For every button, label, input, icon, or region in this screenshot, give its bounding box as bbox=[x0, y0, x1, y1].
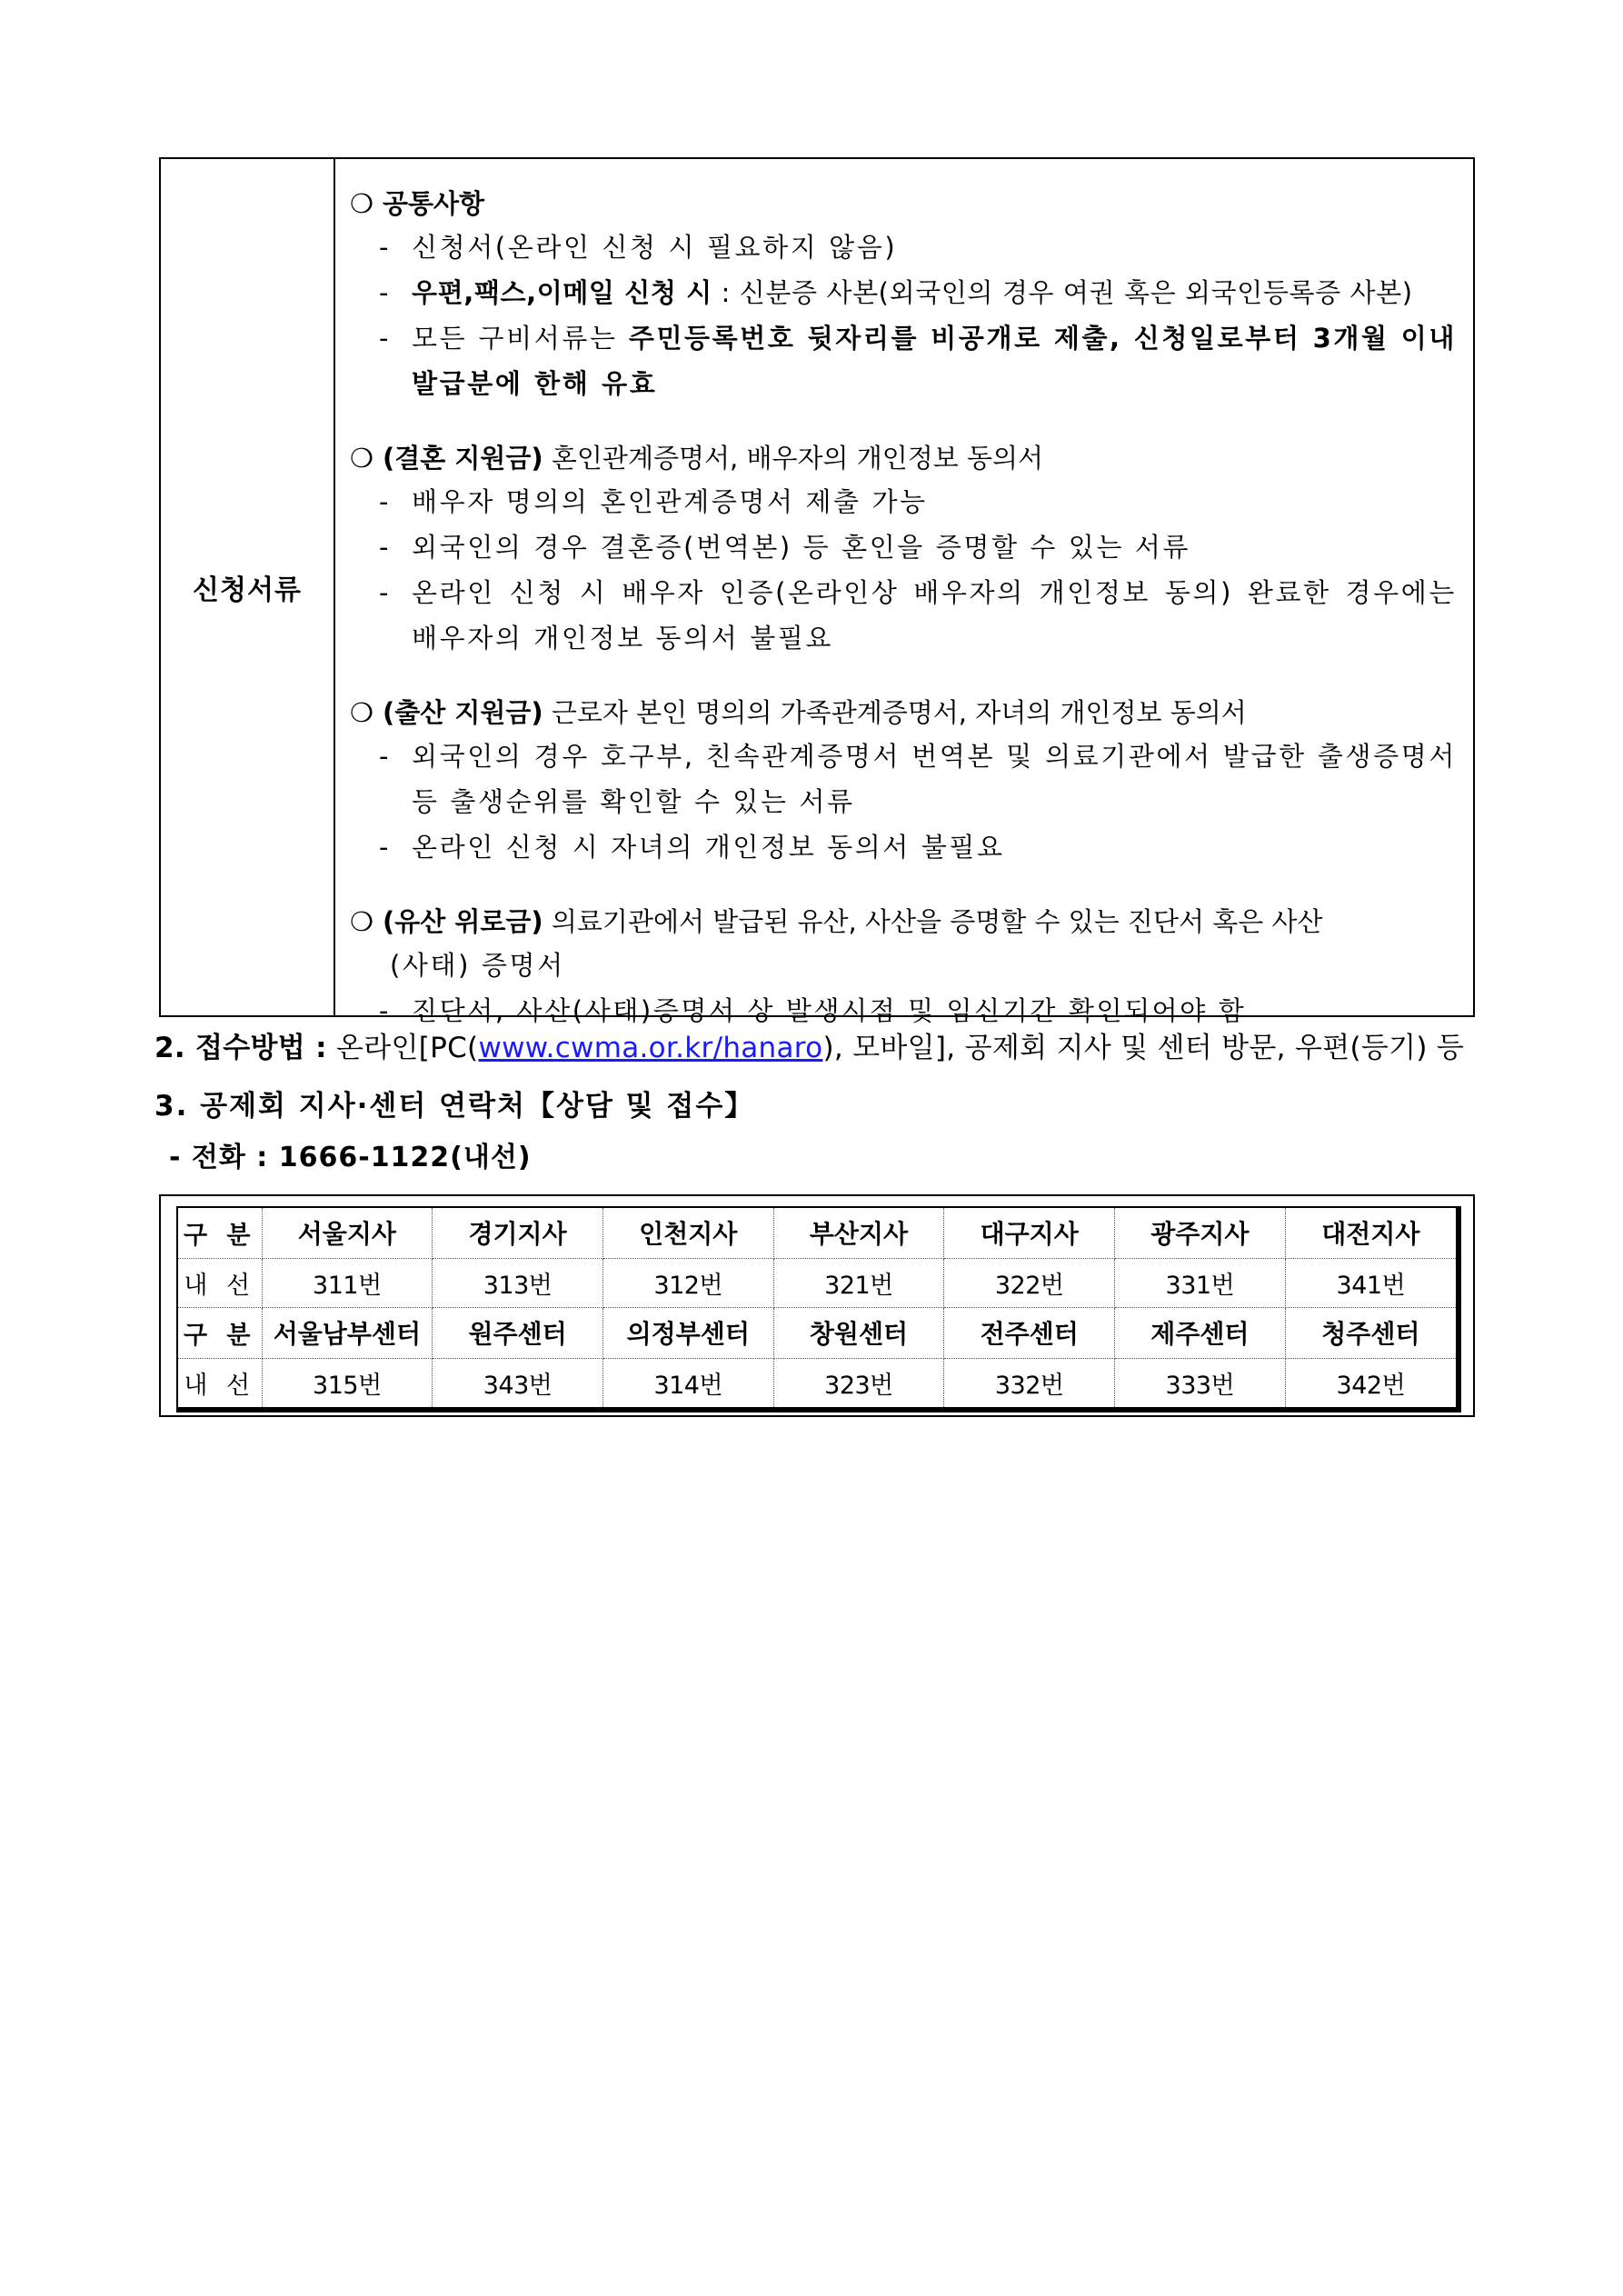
item-text: 모든 구비서류는 bbox=[412, 323, 629, 354]
marriage-section bbox=[350, 437, 1457, 661]
dash-bullet: - bbox=[379, 323, 392, 354]
common-heading bbox=[350, 183, 1457, 225]
item-text: 온라인 신청 시 자녀의 개인정보 동의서 불필요 bbox=[412, 832, 1005, 863]
office-name: 경기지사 bbox=[433, 1208, 603, 1258]
website-link[interactable]: www.cwma.or.kr/hanaro bbox=[478, 1032, 823, 1064]
circle-bullet-icon: ❍ bbox=[350, 906, 373, 937]
list-item bbox=[350, 824, 1457, 870]
application-method-text: 온라인[PC( bbox=[326, 1032, 479, 1064]
miscarriage-section bbox=[350, 901, 1457, 1033]
item-text: 외국인의 경우 결혼증(번역본) 등 혼인을 증명할 수 있는 서류 bbox=[412, 532, 1191, 563]
dash-bullet: - bbox=[379, 577, 392, 608]
extension-number: 332번 bbox=[944, 1358, 1115, 1407]
item-text: : 신분증 사본(외국인의 경우 여권 혹은 외국인등록증 사본) bbox=[712, 277, 1413, 308]
list-item bbox=[350, 270, 1457, 315]
list-item bbox=[350, 315, 1457, 406]
row-header-group: 구 분 bbox=[178, 1307, 262, 1358]
marriage-desc: 혼인관계증명서, 배우자의 개인정보 동의서 bbox=[543, 443, 1044, 474]
table-row bbox=[178, 1358, 1456, 1407]
office-name: 부산지사 bbox=[773, 1208, 944, 1258]
extension-number: 313번 bbox=[433, 1258, 603, 1307]
item-text: 외국인의 경우 호구부, 친속관계증명서 번역본 및 의료기관에서 발급한 출생증명서 등 출생순위를 확인할 수 있는 서류 bbox=[412, 741, 1457, 817]
application-method-text-rest: ), 모바일], 공제회 지사 및 센터 방문, 우편(등기) 등 bbox=[822, 1032, 1465, 1064]
extension-number: 343번 bbox=[433, 1358, 603, 1407]
extension-number: 331번 bbox=[1115, 1258, 1286, 1307]
table-row bbox=[178, 1208, 1456, 1258]
extension-number: 333번 bbox=[1115, 1358, 1286, 1407]
row-header-group: 구 분 bbox=[178, 1208, 262, 1258]
office-name: 대전지사 bbox=[1285, 1208, 1456, 1258]
contact-table bbox=[178, 1208, 1456, 1407]
row-header-extension: 내 선 bbox=[178, 1358, 262, 1407]
office-name: 청주센터 bbox=[1285, 1307, 1456, 1358]
marriage-title: (결혼 지원금) bbox=[383, 443, 543, 474]
list-item bbox=[350, 524, 1457, 570]
table-row bbox=[178, 1258, 1456, 1307]
item-bold-text: 우편,팩스,이메일 신청 시 bbox=[412, 277, 712, 308]
birth-title: (출산 지원금) bbox=[383, 697, 543, 728]
common-title: 공통사항 bbox=[383, 188, 485, 219]
row-label: 신청서류 bbox=[161, 159, 335, 1015]
birth-desc: 근로자 본인 명의의 가족관계증명서, 자녀의 개인정보 동의서 bbox=[543, 697, 1247, 728]
office-name: 전주센터 bbox=[944, 1307, 1115, 1358]
extension-number: 312번 bbox=[602, 1258, 773, 1307]
dash-bullet: - bbox=[379, 486, 392, 517]
extension-number: 322번 bbox=[944, 1258, 1115, 1307]
circle-bullet-icon: ❍ bbox=[350, 697, 373, 728]
item-text: 신청서(온라인 신청 시 필요하지 않음) bbox=[412, 232, 898, 263]
dash-bullet: - bbox=[379, 232, 392, 263]
office-name: 대구지사 bbox=[944, 1208, 1115, 1258]
item-text: 온라인 신청 시 배우자 인증(온라인상 배우자의 개인정보 동의) 완료한 경우에는 배우자의 개인정보 동의서 불필요 bbox=[412, 577, 1457, 654]
dash-bullet: - bbox=[379, 832, 392, 863]
item-text: 배우자 명의의 혼인관계증명서 제출 가능 bbox=[412, 486, 928, 517]
miscarriage-title: (유산 위로금) bbox=[383, 906, 543, 937]
extension-number: 315번 bbox=[262, 1358, 433, 1407]
table-row bbox=[178, 1307, 1456, 1358]
contact-table-container bbox=[176, 1206, 1461, 1413]
office-name: 광주지사 bbox=[1115, 1208, 1286, 1258]
miscarriage-desc: 의료기관에서 발급된 유산, 사산을 증명할 수 있는 진단서 혹은 사산 bbox=[543, 906, 1323, 937]
extension-number: 342번 bbox=[1336, 1371, 1406, 1400]
birth-heading bbox=[350, 692, 1457, 734]
office-name: 의정부센터 bbox=[602, 1307, 773, 1358]
office-name: 서울남부센터 bbox=[262, 1307, 433, 1358]
dash-bullet: - bbox=[379, 741, 392, 772]
dash-bullet: - bbox=[379, 532, 392, 563]
list-item bbox=[350, 734, 1457, 824]
dash-bullet: - bbox=[379, 995, 392, 1026]
contact-heading: 3. 공제회 지사·센터 연락처【상담 및 접수】 bbox=[154, 1090, 755, 1123]
extension-number: 341번 bbox=[1285, 1258, 1456, 1307]
office-name: 서울지사 bbox=[262, 1208, 433, 1258]
application-method-label: 2. 접수방법 : bbox=[154, 1032, 327, 1064]
birth-section bbox=[350, 692, 1457, 870]
row-header-extension: 내 선 bbox=[178, 1258, 262, 1307]
phone-line: - 전화 : 1666-1122(내선) bbox=[169, 1142, 532, 1173]
application-documents-table bbox=[159, 157, 1475, 1026]
extension-number: 321번 bbox=[773, 1258, 944, 1307]
extension-number: 323번 bbox=[773, 1358, 944, 1407]
miscarriage-desc-continued: (사태) 증명서 bbox=[390, 950, 565, 981]
list-item bbox=[350, 570, 1457, 661]
office-name: 제주센터 bbox=[1115, 1307, 1286, 1358]
office-name: 창원센터 bbox=[773, 1307, 944, 1358]
item-text: 진단서, 사산(사태)증명서 상 발생시점 및 임신기간 확인되어야 함 bbox=[412, 995, 1247, 1026]
extension-number: 311번 bbox=[262, 1258, 433, 1307]
office-name: 인천지사 bbox=[602, 1208, 773, 1258]
miscarriage-heading bbox=[350, 901, 1457, 943]
office-name: 원주센터 bbox=[433, 1307, 603, 1358]
list-item bbox=[350, 225, 1457, 270]
common-section bbox=[350, 183, 1457, 406]
extension-number: 314번 bbox=[602, 1358, 773, 1407]
item-bold-text: 주민등록번호 뒷자리를 비공개로 제출, 신청일로부터 3개월 이내 발급분에 한해 유효 bbox=[412, 323, 1458, 399]
contact-table-frame bbox=[159, 1194, 1475, 1417]
circle-bullet-icon: ❍ bbox=[350, 188, 373, 219]
marriage-heading bbox=[350, 437, 1457, 479]
application-method-line bbox=[154, 1024, 1464, 1065]
dash-bullet: - bbox=[379, 277, 390, 308]
circle-bullet-icon: ❍ bbox=[350, 443, 373, 474]
documents-content bbox=[335, 159, 1473, 1026]
list-item bbox=[350, 479, 1457, 524]
